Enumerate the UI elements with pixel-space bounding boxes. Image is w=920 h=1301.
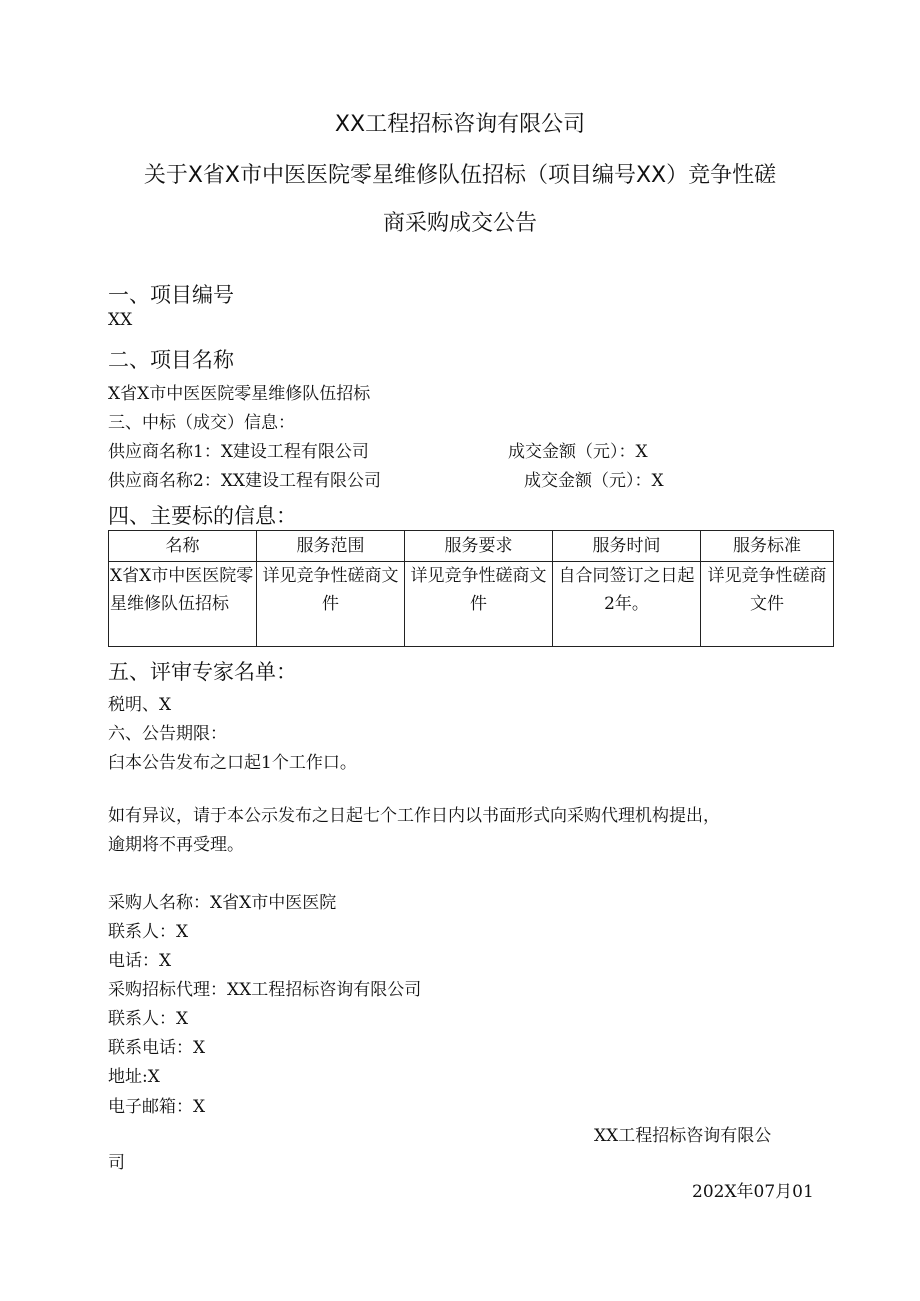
section-heading-project-number: 一、项目编号 bbox=[108, 283, 234, 307]
main-info-table bbox=[108, 530, 834, 647]
table-cell: 详见竞争性磋商文件 bbox=[405, 562, 553, 647]
section-heading-project-name: 二、项目名称 bbox=[108, 348, 234, 372]
company-title: XX工程招标咨询有限公司 bbox=[334, 112, 586, 137]
agent-email: 电子邮箱：X bbox=[108, 1097, 206, 1117]
table-cell: X省X市中医医院零星维修队伍招标 bbox=[109, 562, 257, 647]
announcement-title-continued: 商采购成交公告 bbox=[382, 211, 537, 236]
table-header-cell: 名称 bbox=[109, 531, 257, 562]
table-row bbox=[109, 562, 834, 647]
purchaser-name: 采购人名称：X省X市中医医院 bbox=[108, 893, 337, 913]
section-heading-main-info: 四、主要标的信息： bbox=[108, 504, 297, 528]
period-value: 臼本公告发布之口起1个工作口。 bbox=[108, 753, 357, 773]
table-cell: 详见竞争性磋商文件 bbox=[701, 562, 834, 647]
amount-2: 成交金额（元）：X bbox=[524, 471, 664, 491]
project-number-value: XX bbox=[108, 310, 133, 330]
purchaser-phone: 电话：X bbox=[108, 951, 172, 971]
agent-address: 地址:X bbox=[108, 1067, 160, 1087]
section-heading-experts: 五、评审专家名单： bbox=[108, 660, 297, 684]
table-cell: 详见竞争性磋商文件 bbox=[257, 562, 405, 647]
amount-1: 成交金额（元）：X bbox=[508, 442, 648, 462]
table-header-cell: 服务范围 bbox=[257, 531, 405, 562]
table-cell: 自合同签订之日起2年。 bbox=[553, 562, 701, 647]
agent-name: 采购招标代理：XX工程招标咨询有限公司 bbox=[108, 980, 422, 1000]
section-heading-period: 六、公告期限： bbox=[108, 724, 227, 744]
project-name-value: X省X市中医医院零星维修队伍招标 bbox=[108, 384, 371, 404]
table-header-cell: 服务标准 bbox=[701, 531, 834, 562]
signature-date: 202X年07月01 bbox=[692, 1182, 814, 1202]
announcement-title: 关于X省X市中医医院零星维修队伍招标（项目编号XX）竞争性磋 bbox=[143, 163, 777, 188]
agent-phone: 联系电话：X bbox=[108, 1038, 206, 1058]
supplier-2: 供应商名称2：XX建设工程有限公司 bbox=[108, 471, 382, 491]
objection-text-continued: 逾期将不再受理。 bbox=[108, 835, 244, 855]
agent-contact: 联系人：X bbox=[108, 1009, 189, 1029]
purchaser-contact: 联系人：X bbox=[108, 922, 189, 942]
table-header-cell: 服务要求 bbox=[405, 531, 553, 562]
experts-value: 税明、X bbox=[108, 695, 172, 715]
table-header-row bbox=[109, 531, 834, 562]
objection-text: 如有异议，请于本公示发布之日起七个工作日内以书面形式向采购代理机构提出， bbox=[108, 806, 720, 826]
supplier-1: 供应商名称1：X建设工程有限公司 bbox=[108, 442, 369, 462]
signature-company: XX工程招标咨询有限公 bbox=[594, 1126, 772, 1146]
table-header-cell: 服务时间 bbox=[553, 531, 701, 562]
signature-company-continued: 司 bbox=[108, 1153, 125, 1173]
section-heading-award-info: 三、中标（成交）信息： bbox=[108, 413, 295, 433]
